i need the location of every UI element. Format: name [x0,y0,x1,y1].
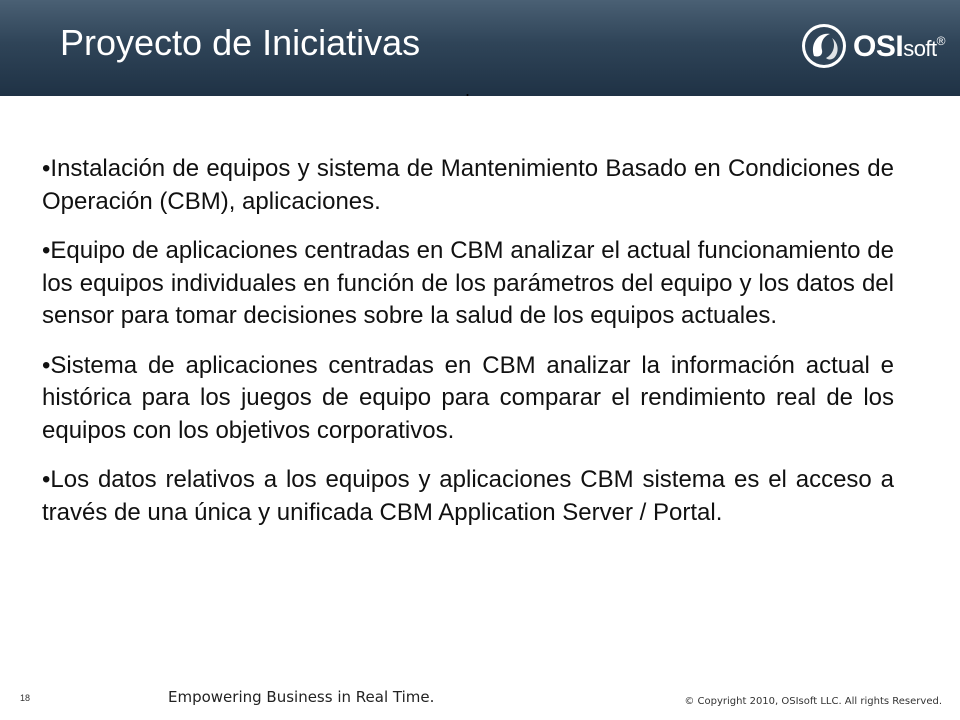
logo-wordmark-soft: soft [903,36,937,61]
footer-copyright: © Copyright 2010, OSIsoft LLC. All rights Reserved. [684,696,942,707]
slide-title: Proyecto de Iniciativas [60,22,421,63]
bullet-list [42,153,894,546]
slide-header [0,0,960,96]
bullet-item: •Los datos relativos a los equipos y aplicaciones CBM sistema es el acceso a través de una única y unificada CBM Application Server / Portal. [42,466,894,526]
bullet-item: •Sistema de aplicaciones centradas en CBM analizar la información actual e histórica para los juegos de equipo para comparar el rendimiento real de los equipos con los objetivos corporativos. [42,351,894,444]
stray-dot: . [465,80,471,100]
bullet-item: •Instalación de equipos y sistema de Mantenimiento Basado en Condiciones de Operación (CBM), aplicaciones. [42,155,894,215]
logo-registered-mark: ® [936,34,945,48]
osisoft-logo [797,20,947,76]
bullet-item: •Equipo de aplicaciones centradas en CBM analizar el actual funcionamiento de los equipos individuales en función de los parámetros del equipo y los datos del sensor para tomar decisiones sobre la salud de los equipos actuales. [42,237,894,329]
logo-wordmark-strong: OSI [853,30,904,63]
page-number: 18 [20,693,31,703]
osisoft-swirl-icon [800,22,848,70]
footer-tagline: Empowering Business in Real Time. [168,688,435,706]
logo-wordmark [853,30,945,64]
